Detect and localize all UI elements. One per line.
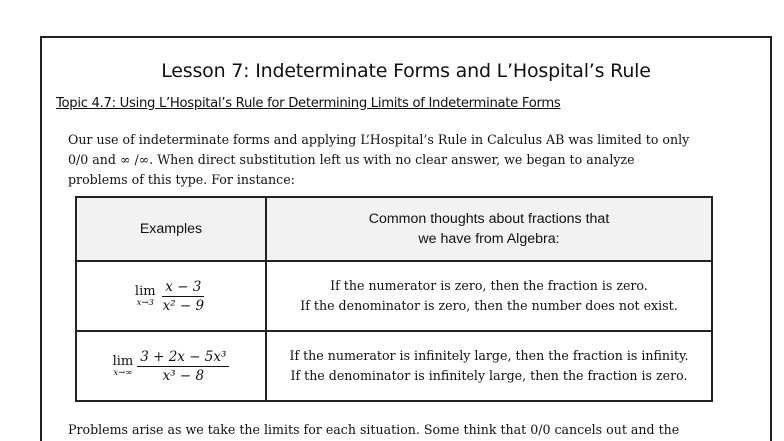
topic-heading: Topic 4.7: Using L’Hospital’s Rule for Determining Limits of Indeterminate Forms [56,96,561,111]
header-thoughts-line: Common thoughts about fractions that [368,211,610,227]
fraction [160,279,208,314]
example-limit [76,331,266,401]
intro-line: 0/0 and ∞ /∞. When direct substitution left us with no clear answer, we began to analyze [68,152,635,167]
denominator: x² − 9 [162,297,205,314]
continuation-paragraph: Problems arise as we take the limits for each situation. Some think that 0/0 cancels out and the [68,422,680,437]
thought-line: If the numerator is zero, then the fraction is zero. [330,278,648,293]
thought-line: If the denominator is infinitely large, then the fraction is zero. [290,368,688,383]
header-thoughts-line: we have from Algebra: [418,231,560,247]
intro-line: Our use of indeterminate forms and applying L’Hospital’s Rule in Calculus AB was limited to only [68,132,690,147]
example-limit [76,261,266,331]
limit-operator [135,284,156,308]
limit-word: lim [112,354,134,369]
header-examples: Examples [76,197,266,261]
thought-line: If the numerator is infinitely large, then the fraction is infinity. [289,348,689,363]
limit-word: lim [134,284,156,299]
document-page [40,36,772,441]
numerator: x − 3 [162,279,204,297]
thought-line: If the denominator is zero, then the number does not exist. [300,298,678,313]
numerator: 3 + 2x − 5x³ [137,349,229,367]
lesson-title: Lesson 7: Indeterminate Forms and L’Hospital’s Rule [161,60,651,82]
thought-cell [266,331,712,401]
limit-expression [135,279,207,314]
table-header-row [76,197,712,261]
table-row [76,261,712,331]
table-row [76,331,712,401]
fraction [137,349,229,384]
examples-table [75,196,713,402]
thought-cell [266,261,712,331]
intro-paragraph [68,130,708,190]
intro-line: problems of this type. For instance: [68,172,295,187]
limit-operator [113,354,134,378]
header-thoughts [266,197,712,261]
denominator: x³ − 8 [162,367,205,384]
limit-subscript: x→3 [136,298,154,308]
limit-expression [113,349,230,384]
limit-subscript: x→∞ [113,368,133,378]
